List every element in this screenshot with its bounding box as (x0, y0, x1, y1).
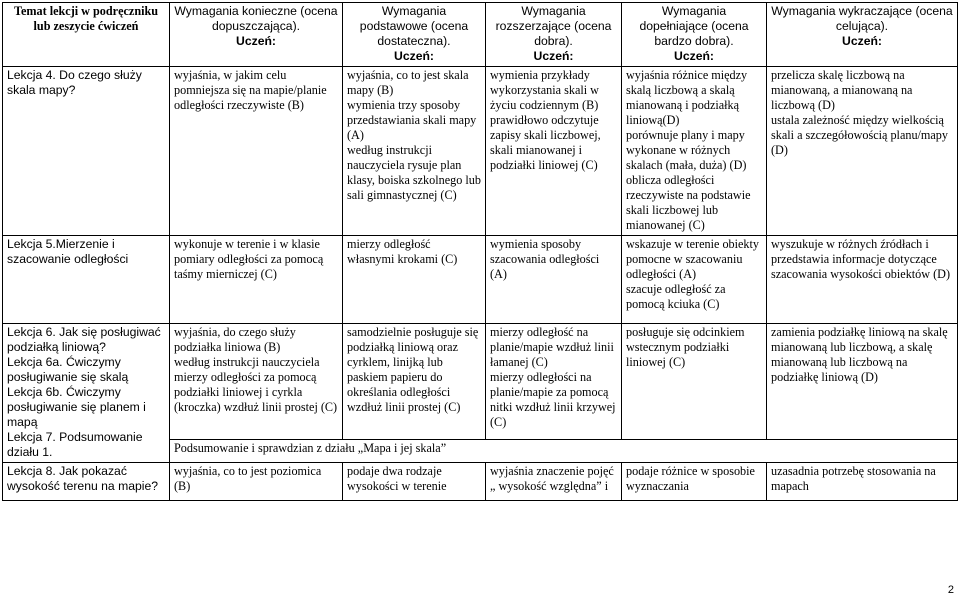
header-level: Wymagania wykraczające (ocena celująca). (771, 4, 953, 33)
podstawowe-cell (343, 236, 486, 324)
table-row (3, 67, 958, 236)
header-level: Wymagania konieczne (ocena dopuszczająca). (174, 4, 338, 33)
dopelniajace-cell (622, 236, 767, 324)
header-level: Wymagania podstawowe (ocena dostateczna). (359, 4, 469, 48)
page-number: 2 (947, 584, 954, 596)
table-row (3, 463, 958, 501)
requirement-text: samodzielnie posługuje się podziałką liniową oraz cyrklem, linijką lub paskiem papieru do określania odległości wzdłuż linii prostej (C) (347, 325, 479, 414)
header-uczen: Uczeń: (394, 49, 434, 63)
podstawowe-cell (343, 324, 486, 440)
requirement-text: mierzy odległość własnymi krokami (C) (347, 237, 458, 266)
rozszerzajace-cell (486, 236, 622, 324)
requirement-text: prawidłowo odczytuje zapisy skali liczbowej, skali mianowanej i podziałki liniowej (C) (490, 113, 601, 172)
header-wykraczajace (767, 3, 958, 67)
requirement-text: ustala zależność między wielkością skali a szczegółowością planu/mapy (D) (771, 113, 948, 157)
header-lesson-title: Temat lekcji w podręczniku lub zeszycie ćwiczeń (13, 4, 159, 33)
wykraczajace-cell (767, 236, 958, 324)
header-uczen: Uczeń: (533, 49, 574, 63)
requirement-text: przelicza skalę liczbową na mianowaną, a mianowaną na liczbową (D) (771, 68, 913, 112)
header-level: Wymagania dopełniające (ocena bardzo dobra). (639, 4, 749, 48)
header-konieczne (170, 3, 343, 67)
lesson-title: Lekcja 7. Podsumowanie działu 1. (7, 430, 143, 459)
requirement-text: wyjaśnia różnice między skalą liczbową a skalą mianowaną i podziałką liniową(D) (626, 68, 748, 127)
lesson-title: Lekcja 6a. Ćwiczymy posługiwanie się skalą (7, 355, 129, 384)
summary-cell (170, 439, 958, 462)
konieczne-cell (170, 67, 343, 236)
requirement-text: wymienia przykłady wykorzystania skali w życiu codziennym (B) (490, 68, 599, 112)
requirement-text: wyjaśnia, w jakim celu pomniejsza się na mapie/planie odległości rzeczywiste (B) (174, 68, 327, 112)
table-row (3, 324, 958, 440)
summary-text: Podsumowanie i sprawdzian z działu „Mapa i jej skala” (174, 440, 447, 455)
konieczne-cell (170, 463, 343, 501)
header-uczen: Uczeń: (674, 49, 714, 63)
requirement-text: podaje dwa rodzaje wysokości w terenie (347, 464, 447, 493)
konieczne-cell (170, 236, 343, 324)
header-row (3, 3, 958, 67)
table-row (3, 236, 958, 324)
lesson-title: Lekcja 6b. Ćwiczymy posługiwanie się planem i mapą (7, 385, 146, 429)
requirement-text: wskazuje w terenie obiekty pomocne w szacowaniu odległości (A) (626, 237, 759, 281)
header-uczen: Uczeń: (236, 34, 276, 48)
requirements-table (2, 2, 958, 501)
requirement-text: oblicza odległości rzeczywiste na podstawie skali liczbowej lub mianowanej (C) (626, 173, 751, 232)
header-dopelniajace (622, 3, 767, 67)
lesson-cell (3, 67, 170, 236)
requirement-text: wykonuje w terenie i w klasie pomiary odległości za pomocą taśmy mierniczej (C) (174, 237, 324, 281)
requirement-text: porównuje plany i mapy wykonane w różnych skalach (mała, duża) (D) (626, 128, 747, 172)
wykraczajace-cell (767, 67, 958, 236)
header-level: Wymagania rozszerzające (ocena dobra). (495, 4, 612, 48)
requirement-text: szacuje odległość za pomocą kciuka (C) (626, 282, 726, 311)
konieczne-cell (170, 324, 343, 440)
requirement-text: mierzy odległość na planie/mapie wzdłuż linii łamanej (C) (490, 325, 614, 369)
requirement-text: wyjaśnia, co to jest poziomica (B) (174, 464, 322, 493)
dopelniajace-cell (622, 463, 767, 501)
requirement-text: według instrukcji nauczyciela mierzy odległości za pomocą podziałki liniowej i cyrkla (kroczka) wzdłuż linii prostej (C) (174, 355, 338, 414)
podstawowe-cell (343, 463, 486, 501)
lesson-cell (3, 236, 170, 324)
rozszerzajace-cell (486, 463, 622, 501)
rozszerzajace-cell (486, 324, 622, 440)
requirement-text: zamienia podziałkę liniową na skalę mianowaną lub liczbową, a skalę mianowaną lub liczbową na podziałkę liniową (D) (771, 325, 948, 384)
requirement-text: posługuje się odcinkiem wstecznym podziałki liniowej (C) (626, 325, 745, 369)
requirement-text: według instrukcji nauczyciela rysuje plan klasy, boiska szkolnego lub sali gimnastycznej (C) (347, 143, 481, 202)
rozszerzajace-cell (486, 67, 622, 236)
dopelniajace-cell (622, 324, 767, 440)
header-uczen: Uczeń: (842, 34, 882, 48)
requirement-text: wymienia trzy sposoby przedstawiania skali mapy (A) (347, 98, 477, 142)
requirement-text: mierzy odległości na planie/mapie za pomocą nitki wzdłuż linii krzywej (C) (490, 370, 616, 429)
requirement-text: wyjaśnia, co to jest skala mapy (B) (347, 68, 469, 97)
requirement-text: wyjaśnia znaczenie pojęć „ wysokość względna” i (490, 464, 614, 493)
lesson-title: Lekcja 4. Do czego służy skala mapy? (7, 68, 142, 97)
lesson-title: Lekcja 8. Jak pokazać wysokość terenu na mapie? (7, 464, 159, 493)
wykraczajace-cell (767, 324, 958, 440)
lesson-title: Lekcja 6. Jak się posługiwać podziałką liniową? (7, 325, 161, 354)
podstawowe-cell (343, 67, 486, 236)
wykraczajace-cell (767, 463, 958, 501)
lesson-cell (3, 463, 170, 501)
requirement-text: wyszukuje w różnych źródłach i przedstawia informacje dotyczące szacowania wysokości obiektów (D) (771, 237, 951, 281)
requirement-text: wymienia sposoby szacowania odległości (A) (490, 237, 600, 281)
requirement-text: wyjaśnia, do czego służy podziałka liniowa (B) (174, 325, 296, 354)
header-podstawowe (343, 3, 486, 67)
requirement-text: uzasadnia potrzebę stosowania na mapach (771, 464, 936, 493)
header-lesson-topic (3, 3, 170, 67)
requirement-text: podaje różnice w sposobie wyznaczania (626, 464, 755, 493)
header-rozszerzajace (486, 3, 622, 67)
dopelniajace-cell (622, 67, 767, 236)
lesson-title: Lekcja 5.Mierzenie i szacowanie odległości (7, 237, 129, 266)
lesson-cell (3, 324, 170, 463)
